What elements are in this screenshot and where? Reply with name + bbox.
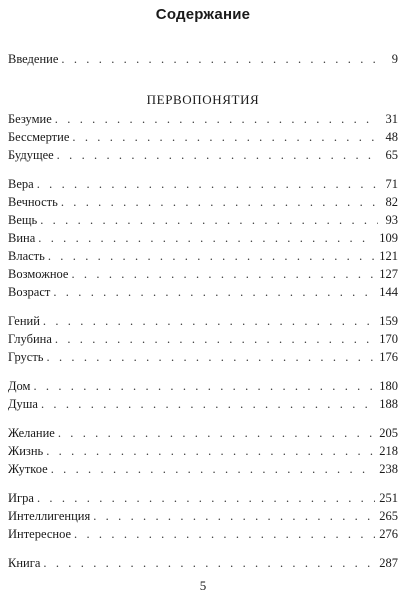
toc-leader	[37, 176, 378, 193]
toc-label: Вещь	[8, 213, 38, 227]
toc-page: 82	[385, 195, 398, 209]
toc-page: 238	[379, 462, 398, 476]
toc-leader	[47, 349, 376, 366]
toc-page: 251	[379, 491, 398, 505]
toc-leader	[58, 425, 375, 442]
toc-label: Вечность	[8, 195, 58, 209]
toc-leader	[55, 331, 375, 348]
toc-page: 287	[379, 556, 398, 570]
toc-entry[interactable]	[8, 508, 398, 525]
toc-page: 176	[379, 350, 398, 364]
toc-page: 71	[385, 177, 398, 191]
toc-entry-intro[interactable]	[8, 51, 398, 68]
toc-leader	[74, 526, 375, 543]
toc-page: 188	[379, 397, 398, 411]
toc-label: Возможное	[8, 267, 69, 281]
toc-label: Жизнь	[8, 444, 44, 458]
toc-leader	[71, 266, 375, 283]
toc-leader	[46, 443, 375, 460]
toc-page: 48	[385, 130, 398, 144]
toc-entry[interactable]	[8, 425, 398, 442]
toc-leader	[41, 396, 375, 413]
toc-entry[interactable]	[8, 129, 398, 146]
toc-entry[interactable]	[8, 461, 398, 478]
toc-leader	[61, 194, 378, 211]
toc-entry[interactable]	[8, 147, 398, 164]
toc-page: 65	[385, 148, 398, 162]
toc-label: Вина	[8, 231, 36, 245]
toc-entry[interactable]	[8, 176, 398, 193]
toc-label: Бессмертие	[8, 130, 70, 144]
toc-leader	[51, 461, 376, 478]
toc-page: 180	[379, 379, 398, 393]
toc-label: Игра	[8, 491, 34, 505]
toc-entry[interactable]	[8, 111, 398, 128]
toc-label: Гений	[8, 314, 40, 328]
toc-entry[interactable]	[8, 331, 398, 348]
toc-page: 170	[379, 332, 398, 346]
toc-leader	[43, 555, 375, 572]
toc-page: 276	[379, 527, 398, 541]
toc-label: Желание	[8, 426, 55, 440]
toc-page: 121	[379, 249, 398, 263]
toc-page: 9	[391, 52, 398, 66]
toc-page: 265	[379, 509, 398, 523]
toc-entry[interactable]	[8, 194, 398, 211]
toc-leader	[57, 147, 378, 164]
toc-label: Возраст	[8, 285, 51, 299]
toc-label: Интеллигенция	[8, 509, 91, 523]
page-title: Содержание	[155, 6, 251, 23]
toc-entry[interactable]	[8, 313, 398, 330]
toc-label: Грусть	[8, 350, 44, 364]
toc-entry[interactable]	[8, 396, 398, 413]
toc-entry[interactable]	[8, 212, 398, 229]
toc-label: Безумие	[8, 112, 52, 126]
toc-leader	[53, 284, 375, 301]
toc-entry[interactable]	[8, 284, 398, 301]
toc-entry[interactable]	[8, 443, 398, 460]
toc-label: Душа	[8, 397, 38, 411]
section-title: ПЕРВОПОНЯТИЯ	[146, 92, 260, 107]
toc-label: Глубина	[8, 332, 52, 346]
toc-leader	[33, 378, 375, 395]
toc-page: 218	[379, 444, 398, 458]
toc-entry[interactable]	[8, 555, 398, 572]
toc-leader	[37, 490, 375, 507]
toc-entry[interactable]	[8, 266, 398, 283]
toc-page: 109	[379, 231, 398, 245]
toc-page: 93	[385, 213, 398, 227]
toc-page: 205	[379, 426, 398, 440]
toc-entry[interactable]	[8, 248, 398, 265]
toc-page: 159	[379, 314, 398, 328]
toc-leader	[55, 111, 378, 128]
toc-leader	[38, 230, 375, 247]
toc-leader	[72, 129, 378, 146]
toc-page: 31	[385, 112, 398, 126]
page-number: 5	[199, 578, 207, 593]
toc-entry[interactable]	[8, 230, 398, 247]
toc-leader	[40, 212, 378, 229]
toc-entry[interactable]	[8, 378, 398, 395]
toc-leader	[48, 248, 375, 265]
toc-page: 127	[379, 267, 398, 281]
toc-label: Жуткое	[8, 462, 48, 476]
toc-leader	[43, 313, 375, 330]
toc-label: Вера	[8, 177, 34, 191]
toc-leader	[61, 51, 378, 68]
toc-page: 144	[379, 285, 398, 299]
toc-label: Власть	[8, 249, 45, 263]
toc-entry[interactable]	[8, 526, 398, 543]
toc-label: Дом	[8, 379, 31, 393]
toc-label: Введение	[8, 52, 59, 66]
toc-label: Книга	[8, 556, 41, 570]
toc-entry[interactable]	[8, 490, 398, 507]
toc-leader	[93, 508, 375, 525]
toc-label: Интересное	[8, 527, 72, 541]
toc-entry[interactable]	[8, 349, 398, 366]
toc-label: Будущее	[8, 148, 54, 162]
